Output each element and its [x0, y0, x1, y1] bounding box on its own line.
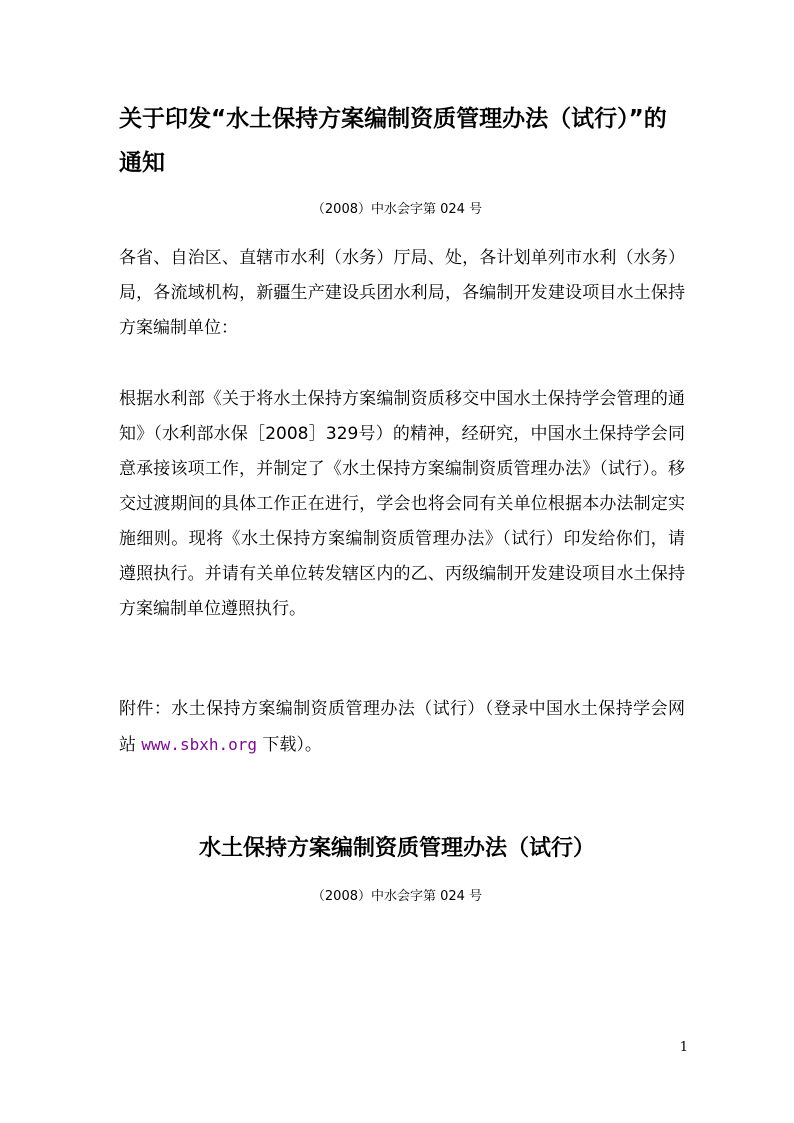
attachment-prefix: 附件：水土保持方案编制资质管理办法（试行）（登录中国水土保持学会网站	[119, 699, 685, 755]
doc-number: （2008）中水会字第 024 号	[311, 202, 483, 217]
regulation-doc-number: （2008）中水会字第 024 号	[311, 889, 483, 904]
regulation-title: 水土保持方案编制资质管理办法（试行）	[198, 836, 595, 861]
attachment-suffix: 下载）。	[257, 735, 322, 755]
recipients-paragraph: 各省、自治区、直辖市水利（水务）厅局、处，各计划单列市水利（水务）局，各流域机构，新疆生产建设兵团水利局，各编制开发建设项目水土保持方案编制单位：	[119, 248, 685, 338]
page-number: 1	[679, 1040, 688, 1055]
body-paragraph: 根据水利部《关于将水土保持方案编制资质移交中国水土保持学会管理的通知》（水利部水保［2008］329号）的精神，经研究，中国水土保持学会同意承接该项工作，并制定了《水土保持方案编制资质管理办法》（试行）。移交过渡期间的具体工作正在进行，学会也将会同有关单位根据本办法制定实施细则。现将《水土保持方案编制资质管理办法》（试行）印发给你们，请遵照执行。并请有关单位转发辖区内的乙、丙级编制开发建设项目水土保持方案编制单位遵照执行。	[119, 389, 685, 619]
attachment-paragraph	[119, 692, 685, 763]
notice-title: 关于印发“水土保持方案编制资质管理办法（试行）”的通知	[119, 106, 667, 176]
website-link[interactable]: www.sbxh.org	[141, 735, 257, 754]
